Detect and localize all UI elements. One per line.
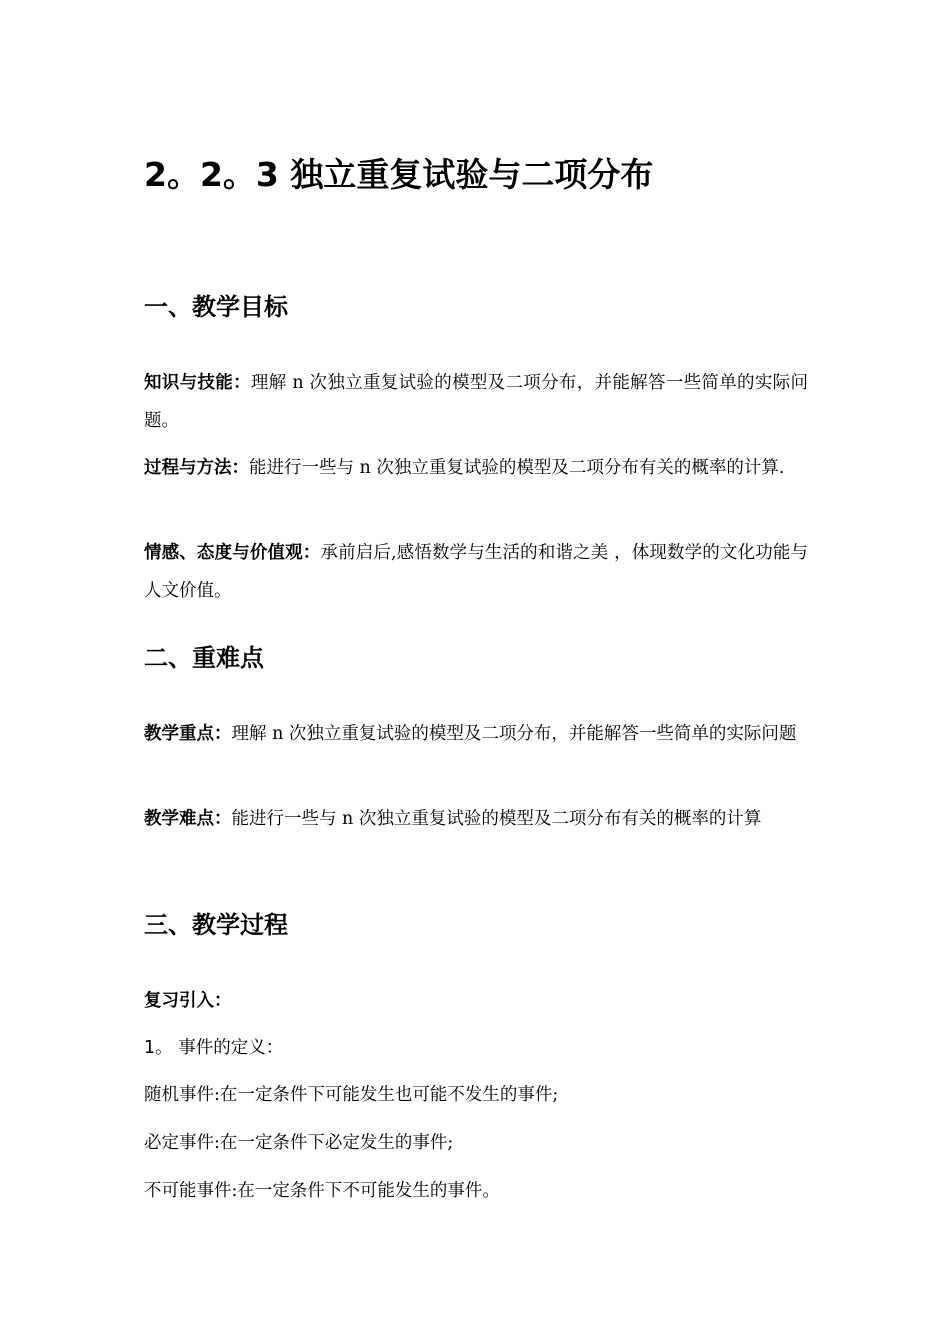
objective-process <box>144 449 808 487</box>
objective-process-label: 过程与方法： <box>144 458 249 478</box>
section-heading-process: 三、教学过程 <box>144 911 288 939</box>
random-event-line: 随机事件:在一定条件下可能发生也可能不发生的事件; <box>144 1085 559 1105</box>
list-item-event-definition <box>144 1033 283 1063</box>
objective-emotion <box>144 534 808 610</box>
certain-event-line: 必定事件:在一定条件下必定发生的事件; <box>144 1133 454 1153</box>
section-heading-key-points: 二、重难点 <box>144 644 264 672</box>
objective-knowledge-label: 知识与技能： <box>144 373 251 393</box>
objective-process-text: 能进行一些与 n 次独立重复试验的模型及二项分布有关的概率的计算. <box>249 458 785 478</box>
review-subheading: 复习引入： <box>144 991 232 1011</box>
list-item-text: 事件的定义： <box>178 1038 284 1058</box>
difficult-point-label: 教学难点： <box>144 809 232 829</box>
section-heading-objectives: 一、教学目标 <box>144 293 288 321</box>
difficult-point-text: 能进行一些与 n 次独立重复试验的模型及二项分布有关的概率的计算 <box>231 809 762 829</box>
document-title: 2。2。3 独立重复试验与二项分布 <box>144 155 654 194</box>
objective-emotion-text: 承前启后,感悟数学与生活的和谐之美 ，体现数学的文化功能与人文价值。 <box>144 543 809 601</box>
impossible-event-line: 不可能事件:在一定条件下不可能发生的事件。 <box>144 1181 500 1201</box>
difficult-point <box>144 800 808 838</box>
key-point-text: 理解 n 次独立重复试验的模型及二项分布，并能解答一些简单的实际问题 <box>231 724 797 744</box>
objective-knowledge-text: 理解 n 次独立重复试验的模型及二项分布，并能解答一些简单的实际问题。 <box>144 373 808 431</box>
key-point-label: 教学重点： <box>144 724 232 744</box>
objective-emotion-label: 情感、态度与价值观： <box>144 543 321 563</box>
list-number: 1。 <box>144 1038 173 1058</box>
key-point <box>144 715 808 753</box>
objective-knowledge <box>144 364 808 440</box>
